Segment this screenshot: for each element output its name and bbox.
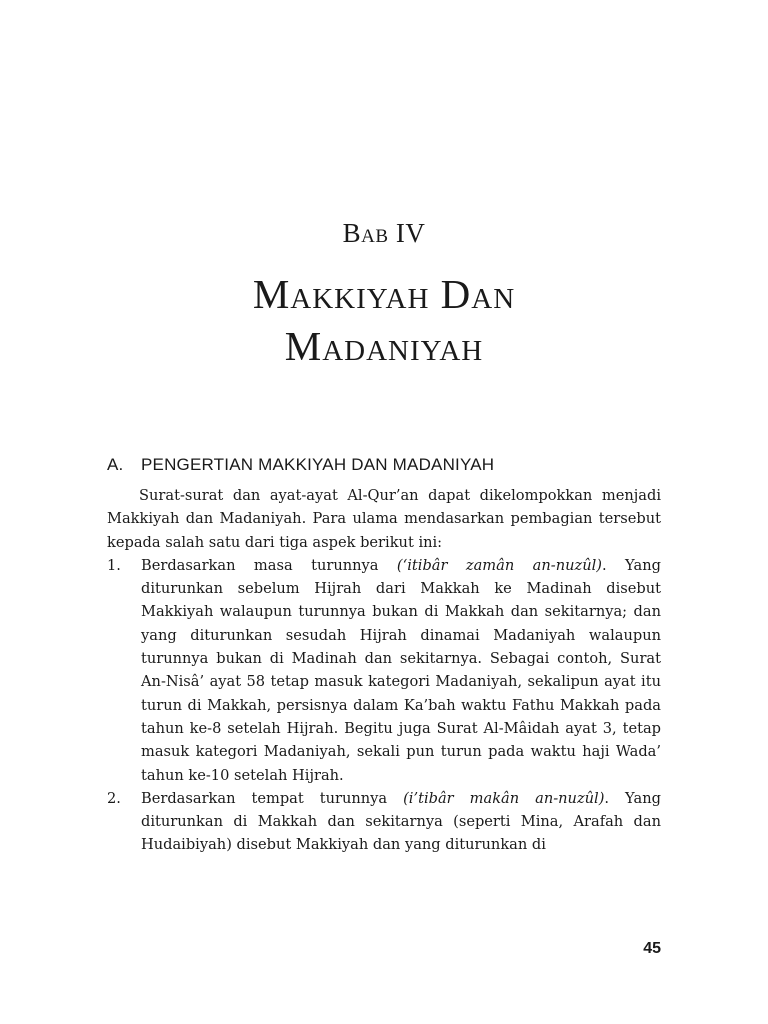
list-item	[107, 787, 661, 857]
chapter-label: Bab IV	[342, 218, 426, 248]
list-item-number: 2.	[107, 789, 121, 807]
list-item-term: (‘itibâr zamân an-nuzûl)	[396, 556, 602, 574]
section-heading	[107, 455, 667, 475]
list-item-text: . Yang diturunkan di Makkah dan sekitarnya (seperti Mina, Arafah dan Hudaibiyah) disebut Makkiyah dan yang diturunkan di	[141, 789, 661, 854]
chapter-title-line-1: Makkiyah Dan	[252, 271, 516, 317]
list-item-number: 1.	[107, 556, 121, 574]
body-text	[107, 484, 661, 857]
numbered-list	[107, 554, 661, 857]
list-item	[107, 554, 661, 787]
section-letter: A.	[107, 455, 124, 474]
page-number: 45	[643, 940, 661, 957]
list-item-lead: Berdasarkan tempat turunnya	[141, 789, 404, 807]
list-item-term: (i’tibâr makân an-nuzûl)	[403, 789, 605, 807]
list-item-lead: Berdasarkan masa turunnya	[141, 556, 397, 574]
chapter-title	[0, 268, 768, 372]
list-item-text: . Yang diturunkan sebelum Hijrah dari Makkah ke Madinah disebut Makkiyah walaupun turunnya bukan di Makkah dan sekitarnya; dan yang diturunkan sesudah Hijrah dinamai Madaniyah walaupun turunnya bukan di Madinah dan sekitarnya. Sebagai contoh, Surat An-Nisâ’ ayat 58 tetap masuk kategori Madaniyah, sekalipun ayat itu turun di Makkah, persisnya dalam Ka’bah waktu Fathu Makkah pada tahun ke-8 setelah Hijrah. Begitu juga Surat Al-Mâidah ayat 3, tetap masuk kategori Madaniyah, sekali pun turun pada waktu haji Wada’ tahun ke-10 setelah Hijrah.	[141, 556, 661, 784]
section-title: PENGERTIAN MAKKIYAH DAN MADANIYAH	[141, 455, 495, 474]
intro-paragraph: Surat-surat dan ayat-ayat Al-Qur’an dapat dikelompokkan menjadi Makkiyah dan Madaniyah. Para ulama mendasarkan pembagian tersebut kepada salah satu dari tiga aspek berikut ini:	[107, 487, 661, 551]
chapter-title-line-2: Madaniyah	[284, 323, 484, 369]
